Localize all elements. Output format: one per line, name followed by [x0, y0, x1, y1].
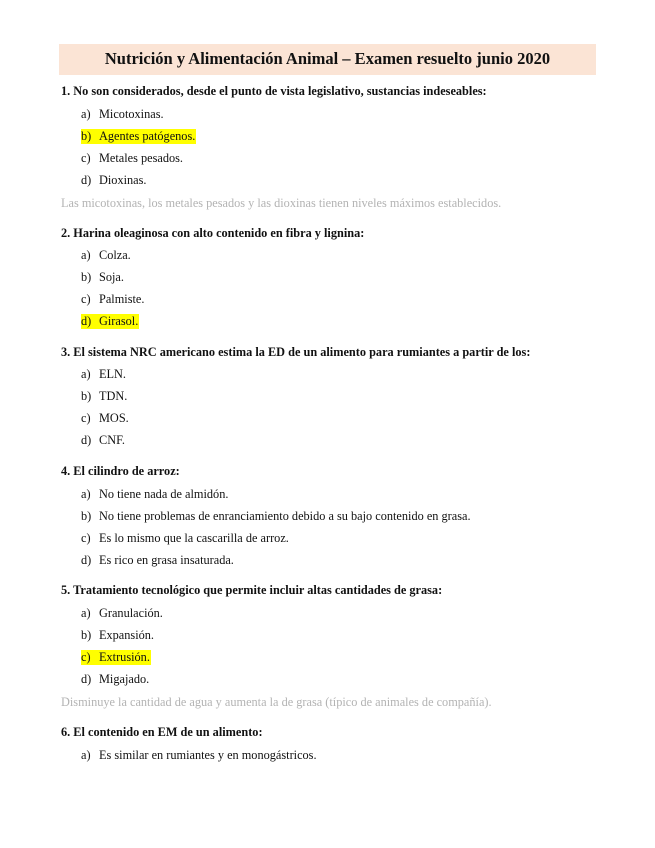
question-5: 5. Tratamiento tecnológico que permite incluir altas cantidades de grasa:: [61, 583, 443, 597]
q1-option-d: d) Dioxinas.: [81, 173, 147, 187]
q4-option-c: c) Es lo mismo que la cascarilla de arroz.: [81, 531, 289, 545]
q2-option-c: c) Palmiste.: [81, 292, 145, 306]
q1-option-b-correct: b) Agentes patógenos.: [81, 129, 196, 143]
q3-option-a: a) ELN.: [81, 367, 126, 381]
page-title: Nutrición y Alimentación Animal – Examen resuelto junio 2020: [104, 49, 551, 68]
q2-option-b: b) Soja.: [81, 270, 124, 284]
q5-option-b: b) Expansión.: [81, 628, 154, 642]
title-banner: [59, 44, 596, 75]
q3-option-d: d) CNF.: [81, 433, 126, 447]
q4-option-d: d) Es rico en grasa insaturada.: [81, 553, 234, 567]
q2-option-a: a) Colza.: [81, 248, 131, 262]
question-6: 6. El contenido en EM de un alimento:: [61, 725, 263, 739]
q6-option-a: a) Es similar en rumiantes y en monogástricos.: [81, 748, 317, 762]
question-3: 3. El sistema NRC americano estima la ED de un alimento para rumiantes a partir de los:: [61, 345, 531, 359]
q5-option-a: a) Granulación.: [81, 606, 163, 620]
question-1: 1. No son considerados, desde el punto de vista legislativo, sustancias indeseables:: [61, 84, 487, 98]
q3-option-c: c) MOS.: [81, 411, 129, 425]
q4-option-b: b) No tiene problemas de enranciamiento debido a su bajo contenido en grasa.: [81, 509, 471, 523]
q5-option-d: d) Migajado.: [81, 672, 150, 686]
q4-option-a: a) No tiene nada de almidón.: [81, 487, 229, 501]
question-4: 4. El cilindro de arroz:: [61, 464, 180, 478]
q3-option-b: b) TDN.: [81, 389, 128, 403]
q5-explanation: Disminuye la cantidad de agua y aumenta la de grasa (típico de animales de compañía).: [61, 695, 492, 709]
q5-option-c-correct: c) Extrusión.: [81, 650, 150, 664]
q1-option-a: a) Micotoxinas.: [81, 107, 164, 121]
q1-explanation: Las micotoxinas, los metales pesados y las dioxinas tienen niveles máximos establecidos.: [61, 196, 502, 210]
question-2: 2. Harina oleaginosa con alto contenido en fibra y lignina:: [61, 226, 365, 240]
q2-option-d-correct: d) Girasol.: [81, 314, 139, 328]
q1-option-c: c) Metales pesados.: [81, 151, 184, 165]
